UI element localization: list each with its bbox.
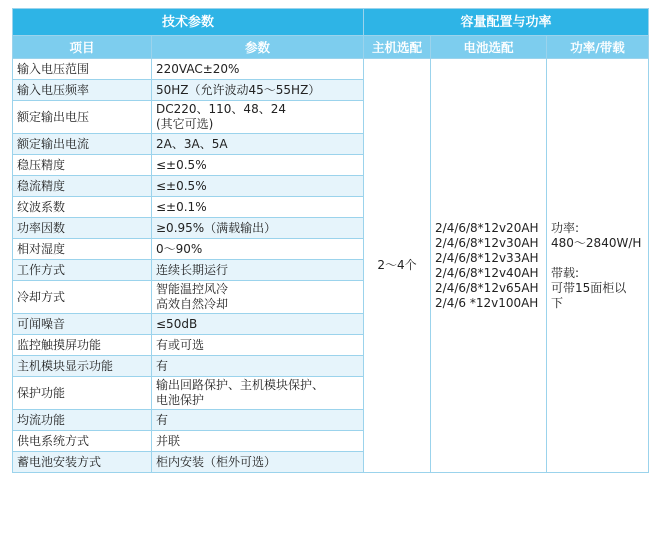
param-value-line: DC220、110、48、24 <box>156 102 286 116</box>
row-item-label: 供电系统方式 <box>13 431 152 452</box>
row-item-label: 均流功能 <box>13 410 152 431</box>
param-column-header: 参数 <box>152 36 364 59</box>
battery-option: 2/4/6/8*12v65AH <box>435 280 539 295</box>
row-item-label: 相对湿度 <box>13 239 152 260</box>
battery-option: 2/4/6/8*12v40AH <box>435 265 539 280</box>
param-value-line: ≤±0.1% <box>156 199 207 214</box>
param-value-line: 并联 <box>156 433 181 448</box>
param-value-line: 高效自然冷却 <box>156 297 229 311</box>
row-item-label: 额定输出电压 <box>13 101 152 134</box>
host-option-cell: 2～4个 <box>364 59 431 473</box>
param-value-line: ≤50dB <box>156 316 198 331</box>
power-load-line <box>551 251 644 266</box>
param-value-line: ≤±0.5% <box>156 178 207 193</box>
row-item-label: 可闻噪音 <box>13 314 152 335</box>
param-value-line: 220VAC±20% <box>156 61 240 76</box>
param-value-line: 有或可选 <box>156 337 205 352</box>
power-load-line: 功率: <box>551 220 580 235</box>
param-value-line: 有 <box>156 358 169 373</box>
power-column-header: 功率/带载 <box>547 36 649 59</box>
row-param-value <box>152 155 364 176</box>
row-item-label: 主机模块显示功能 <box>13 356 152 377</box>
row-item-label: 稳流精度 <box>13 176 152 197</box>
row-param-value <box>152 176 364 197</box>
row-param-value <box>152 281 364 314</box>
param-value-line: ≥0.95%（满载输出） <box>156 220 277 235</box>
row-param-value <box>152 134 364 155</box>
param-value-line: 0～90% <box>156 241 203 256</box>
battery-option: 2/4/6/8*12v30AH <box>435 235 539 250</box>
param-value-line: 输出回路保护、主机模块保护、 <box>156 378 325 392</box>
row-item-label: 工作方式 <box>13 260 152 281</box>
param-value-line: 柜内安装（柜外可选） <box>156 454 277 469</box>
row-param-value <box>152 59 364 80</box>
row-param-value <box>152 377 364 410</box>
row-param-value <box>152 335 364 356</box>
power-load-cell <box>547 59 649 473</box>
power-load-line: 480～2840W/H <box>551 235 642 250</box>
battery-option: 2/4/6 *12v100AH <box>435 295 539 310</box>
row-item-label: 保护功能 <box>13 377 152 410</box>
row-param-value <box>152 218 364 239</box>
spec-table-container <box>12 8 649 473</box>
row-item-label: 冷却方式 <box>13 281 152 314</box>
tech-params-header: 技术参数 <box>13 9 364 36</box>
row-item-label: 监控触摸屏功能 <box>13 335 152 356</box>
param-value-line: ≤±0.5% <box>156 157 207 172</box>
row-param-value <box>152 314 364 335</box>
param-value-line: 智能温控风冷 <box>156 282 229 296</box>
row-param-value <box>152 260 364 281</box>
spec-table-body <box>13 59 649 473</box>
power-load-line: 下 <box>551 295 564 310</box>
row-item-label: 稳压精度 <box>13 155 152 176</box>
battery-column-header: 电池选配 <box>431 36 547 59</box>
param-value-line: 2A、3A、5A <box>156 136 228 151</box>
battery-option: 2/4/6/8*12v20AH <box>435 220 539 235</box>
power-load-line: 带载: <box>551 265 580 280</box>
spec-table <box>12 8 649 473</box>
row-item-label: 纹波系数 <box>13 197 152 218</box>
param-value-line: 50HZ（允许波动45～55HZ） <box>156 82 321 97</box>
row-param-value <box>152 356 364 377</box>
row-param-value <box>152 197 364 218</box>
param-value-line: (其它可选) <box>156 117 214 131</box>
param-value-line: 有 <box>156 412 169 427</box>
row-param-value <box>152 80 364 101</box>
capacity-header: 容量配置与功率 <box>364 9 649 36</box>
row-param-value <box>152 431 364 452</box>
row-item-label: 输入电压频率 <box>13 80 152 101</box>
battery-options-cell <box>431 59 547 473</box>
row-param-value <box>152 101 364 134</box>
row-param-value <box>152 410 364 431</box>
row-param-value <box>152 239 364 260</box>
host-column-header: 主机选配 <box>364 36 431 59</box>
item-column-header: 项目 <box>13 36 152 59</box>
param-value-line: 电池保护 <box>156 393 205 407</box>
row-param-value <box>152 452 364 473</box>
row-item-label: 功率因数 <box>13 218 152 239</box>
row-item-label: 输入电压范围 <box>13 59 152 80</box>
power-load-line: 可带15面柜以 <box>551 280 627 295</box>
param-value-line: 连续长期运行 <box>156 262 229 277</box>
battery-option: 2/4/6/8*12v33AH <box>435 250 539 265</box>
table-row <box>13 59 649 80</box>
row-item-label: 蓄电池安装方式 <box>13 452 152 473</box>
row-item-label: 额定输出电流 <box>13 134 152 155</box>
